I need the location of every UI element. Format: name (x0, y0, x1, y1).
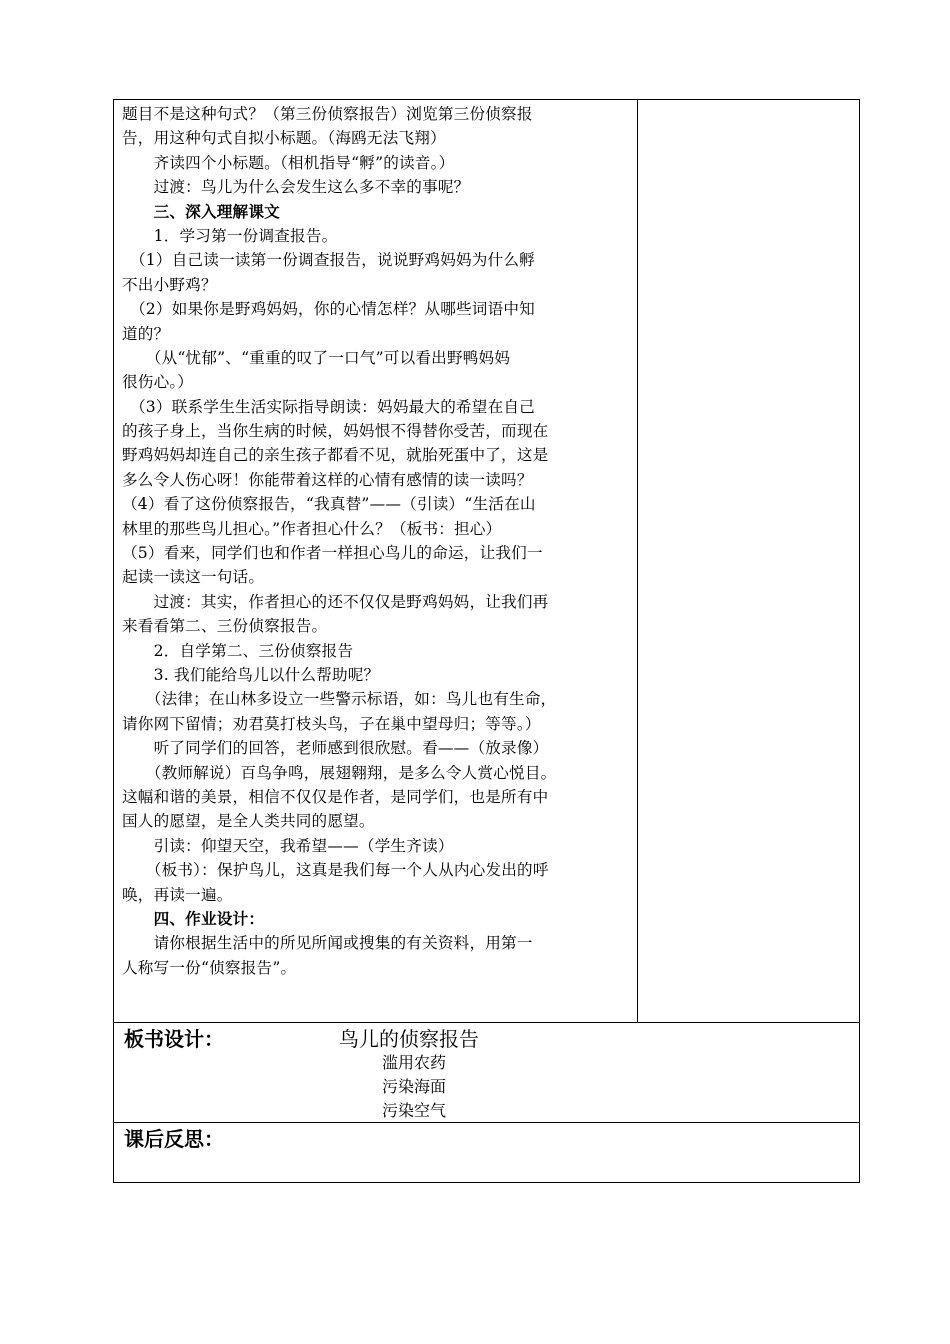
board-design-row (114, 1023, 859, 1123)
text-line: 的孩子身上，当你生病的时候，妈妈恨不得替你受苦，而现在 (122, 422, 549, 441)
text-line: （板书）：保护鸟儿，这真是我们每一个人从内心发出的呼 (122, 861, 549, 880)
board-design-label: 板书设计： (124, 1027, 224, 1051)
board-item: 污染海面 (382, 1077, 447, 1096)
board-item: 滥用农药 (382, 1053, 447, 1072)
text-line: 1．学习第一份调查报告。 (122, 226, 338, 245)
text-line: 林里的那些鸟儿担心。”作者担心什么？（板书：担心） (122, 519, 502, 538)
text-line: （教师解说）百鸟争鸣，展翅翱翔，是多么令人赏心悦目。 (122, 763, 557, 782)
board-item: 污染空气 (382, 1101, 447, 1120)
text-line: （3）联系学生生活实际指导朗读：妈妈最大的希望在自己 (122, 397, 535, 416)
text-line: （从“忧郁”、“重重的叹了一口气”可以看出野鸭妈妈 (122, 348, 511, 367)
reflection-label: 课后反思： (124, 1127, 224, 1151)
text-line: 多么令人伤心呀！你能带着这样的心情有感情的读一读吗？ (122, 470, 533, 489)
text-line: 这幅和谐的美景，相信不仅仅是作者，是同学们，也是所有中 (122, 787, 549, 806)
text-line: 3. 我们能给鸟儿以什么帮助呢？ (122, 665, 380, 684)
text-line: 国人的愿望，是全人类共同的愿望。 (122, 812, 375, 831)
text-line: （1）自己读一读第一份调查报告，说说野鸡妈妈为什么孵 (122, 251, 535, 270)
text-line: 齐读四个小标题。（相机指导“孵”的读音。） (122, 153, 455, 172)
text-line: 过渡：鸟儿为什么会发生这么多不幸的事呢？ (122, 178, 470, 197)
text-line: 告，用这种句式自拟小标题。（海鸥无法飞翔） (122, 129, 446, 148)
side-notes-cell (638, 100, 859, 1022)
reflection-row (114, 1123, 859, 1182)
main-content-cell (114, 100, 638, 1022)
main-text (122, 102, 634, 980)
text-line: 起读一读这一句话。 (122, 568, 265, 587)
text-line: （法律；在山林多设立一些警示标语，如：鸟儿也有生命， (122, 690, 557, 709)
text-line: 道的？ (122, 324, 170, 343)
text-line: 人称写一份“侦察报告”。 (122, 958, 297, 977)
text-line: 野鸡妈妈却连自己的亲生孩子都看不见，就胎死蛋中了，这是 (122, 446, 549, 465)
text-line: 题目不是这种句式？（第三份侦察报告）浏览第三份侦察报 (122, 105, 533, 123)
text-line: （4）看了这份侦察报告，“我真替”——（引读）“生活在山 (122, 495, 536, 514)
board-title: 鸟儿的侦察报告 (339, 1027, 479, 1051)
text-line: 2．自学第二、三份侦察报告 (122, 641, 354, 660)
teaching-process-row (114, 100, 859, 1023)
text-line: （5）看来，同学们也和作者一样担心鸟儿的命运，让我们一 (122, 544, 543, 563)
text-line: 过渡：其实，作者担心的还不仅仅是野鸡妈妈，让我们再 (122, 592, 549, 611)
text-line: 引读：仰望天空，我希望——（学生齐读） (122, 836, 454, 855)
text-line: 很伤心。） (122, 373, 194, 392)
text-line: 四、作业设计： (122, 908, 265, 928)
text-line: 请你根据生活中的所见所闻或搜集的有关资料，用第一 (122, 934, 533, 953)
text-line: （2）如果你是野鸡妈妈，你的心情怎样？从哪些词语中知 (122, 300, 535, 319)
text-line: 来看看第二、三份侦察报告。 (122, 617, 328, 636)
text-line: 请你网下留情；劝君莫打枝头鸟，子在巢中望母归；等等。） (122, 714, 541, 733)
lesson-table (113, 99, 860, 1183)
text-line: 听了同学们的回答，老师感到很欣慰。看——（放录像） (122, 739, 549, 758)
text-line: 三、深入理解课文 (122, 201, 280, 221)
text-line: 唤，再读一遍。 (122, 885, 233, 904)
text-line: 不出小野鸡？ (122, 275, 217, 294)
